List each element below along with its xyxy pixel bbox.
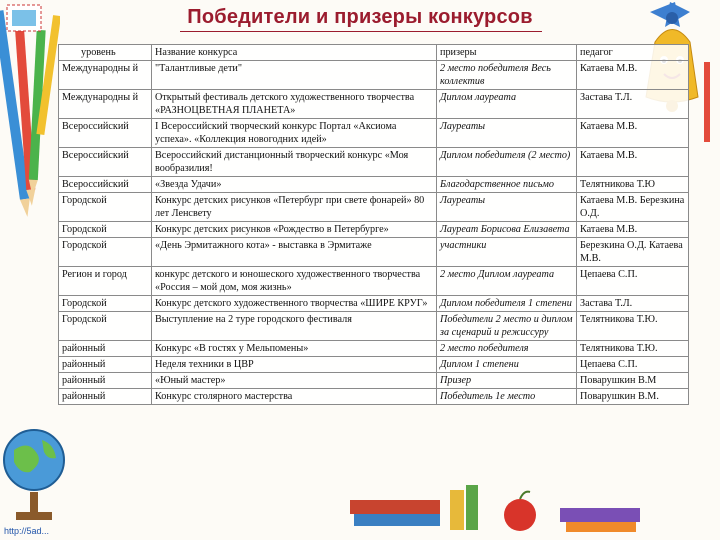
header-level: уровень	[59, 45, 152, 61]
cell-level: Международны й	[59, 61, 152, 90]
page-title: Победители и призеры конкурсов	[187, 6, 533, 28]
cell-teacher: Поварушкин В.М.	[577, 389, 689, 405]
cell-level: Всероссийский	[59, 177, 152, 193]
table-row	[59, 296, 689, 312]
cell-contest: Конкурс детских рисунков «Рождество в Петербурге»	[152, 222, 437, 238]
awards-table	[58, 44, 689, 405]
table-row	[59, 312, 689, 341]
title-underline	[180, 31, 542, 32]
cell-level: Городской	[59, 222, 152, 238]
cell-prizes: 2 место победителя Весь коллектив	[437, 61, 577, 90]
cell-level: Городской	[59, 238, 152, 267]
cell-level: Всероссийский	[59, 148, 152, 177]
cell-prizes: Призер	[437, 373, 577, 389]
table-row	[59, 238, 689, 267]
cell-level: Городской	[59, 193, 152, 222]
footer-url[interactable]: http://5ad...	[4, 526, 50, 536]
cell-prizes: участники	[437, 238, 577, 267]
cell-contest: Конкурс столярного мастерства	[152, 389, 437, 405]
cell-contest: "Талантливые дети"	[152, 61, 437, 90]
cell-contest: Конкурс «В гостях у Мельпомены»	[152, 341, 437, 357]
cell-level: районный	[59, 341, 152, 357]
cell-teacher: Застава Т.Л.	[577, 90, 689, 119]
cell-teacher: Березкина О.Д. Катаева М.В.	[577, 238, 689, 267]
table-row	[59, 177, 689, 193]
books-decoration	[330, 430, 670, 540]
cell-contest: Неделя техники в ЦВР	[152, 357, 437, 373]
pencils-decoration	[0, 0, 60, 230]
cell-teacher: Цепаева С.П.	[577, 267, 689, 296]
table-row	[59, 267, 689, 296]
cell-level: Всероссийский	[59, 119, 152, 148]
table-row	[59, 222, 689, 238]
cell-prizes: Диплом победителя 1 степени	[437, 296, 577, 312]
table-row	[59, 90, 689, 119]
cell-contest: Конкурс детского художественного творчества «ШИРЕ КРУГ»	[152, 296, 437, 312]
cell-contest: Выступление на 2 туре городского фестиваля	[152, 312, 437, 341]
cell-teacher: Телятникова Т.Ю.	[577, 312, 689, 341]
cell-teacher: Катаева М.В.	[577, 119, 689, 148]
table-row	[59, 193, 689, 222]
cell-teacher: Застава Т.Л.	[577, 296, 689, 312]
cell-prizes: Победители 2 место и диплом за сценарий и режиссуру	[437, 312, 577, 341]
cell-prizes: Диплом победителя (2 место)	[437, 148, 577, 177]
cell-prizes: Благодарственное письмо	[437, 177, 577, 193]
cell-contest: «Звезда Удачи»	[152, 177, 437, 193]
cell-prizes: Победитель 1е место	[437, 389, 577, 405]
table-row	[59, 61, 689, 90]
cell-level: районный	[59, 373, 152, 389]
cell-prizes: Диплом лауреата	[437, 90, 577, 119]
cell-contest: Конкурс детских рисунков «Петербург при свете фонарей» 80 лет Ленсвету	[152, 193, 437, 222]
globe-decoration	[0, 400, 70, 540]
cell-teacher: Катаева М.В.	[577, 222, 689, 238]
header-contest: Название конкурса	[152, 45, 437, 61]
cell-teacher: Цепаева С.П.	[577, 357, 689, 373]
table-row	[59, 119, 689, 148]
cell-level: районный	[59, 389, 152, 405]
cell-level: Городской	[59, 296, 152, 312]
cell-teacher: Телятникова Т.Ю	[577, 177, 689, 193]
table-row	[59, 341, 689, 357]
header-prizes: призеры	[437, 45, 577, 61]
cell-level: Международны й	[59, 90, 152, 119]
table-header-row	[59, 45, 689, 61]
cell-level: Городской	[59, 312, 152, 341]
table-row	[59, 148, 689, 177]
header-teacher: педагог	[577, 45, 689, 61]
cell-prizes: Лауреаты	[437, 193, 577, 222]
cell-teacher: Катаева М.В. Березкина О.Д.	[577, 193, 689, 222]
cell-contest: I Всероссийский творческий конкурс Портал «Аксиома успеха». «Коллекция новогодних идей»	[152, 119, 437, 148]
cell-prizes: Диплом 1 степени	[437, 357, 577, 373]
cell-prizes: 2 место победителя	[437, 341, 577, 357]
cell-level: Регион и город	[59, 267, 152, 296]
cell-teacher: Катаева М.В.	[577, 148, 689, 177]
cell-contest: «Юный мастер»	[152, 373, 437, 389]
cell-teacher: Телятникова Т.Ю.	[577, 341, 689, 357]
cell-contest: Открытый фестиваль детского художественного творчества «РАЗНОЦВЕТНАЯ ПЛАНЕТА»	[152, 90, 437, 119]
cell-prizes: 2 место Диплом лауреата	[437, 267, 577, 296]
cell-prizes: Лауреат Борисова Елизавета	[437, 222, 577, 238]
cell-level: районный	[59, 357, 152, 373]
cell-contest: «День Эрмитажного кота» - выставка в Эрмитаже	[152, 238, 437, 267]
cell-contest: Всероссийский дистанционный творческий конкурс «Моя вообразилия!	[152, 148, 437, 177]
cell-prizes: Лауреаты	[437, 119, 577, 148]
cell-contest: конкурс детского и юношеского художественного творчества «Россия – мой дом, моя жизнь»	[152, 267, 437, 296]
table-row	[59, 373, 689, 389]
table-row	[59, 357, 689, 373]
table-row	[59, 389, 689, 405]
cell-teacher: Катаева М.В.	[577, 61, 689, 90]
cell-teacher: Поварушкин В.М	[577, 373, 689, 389]
